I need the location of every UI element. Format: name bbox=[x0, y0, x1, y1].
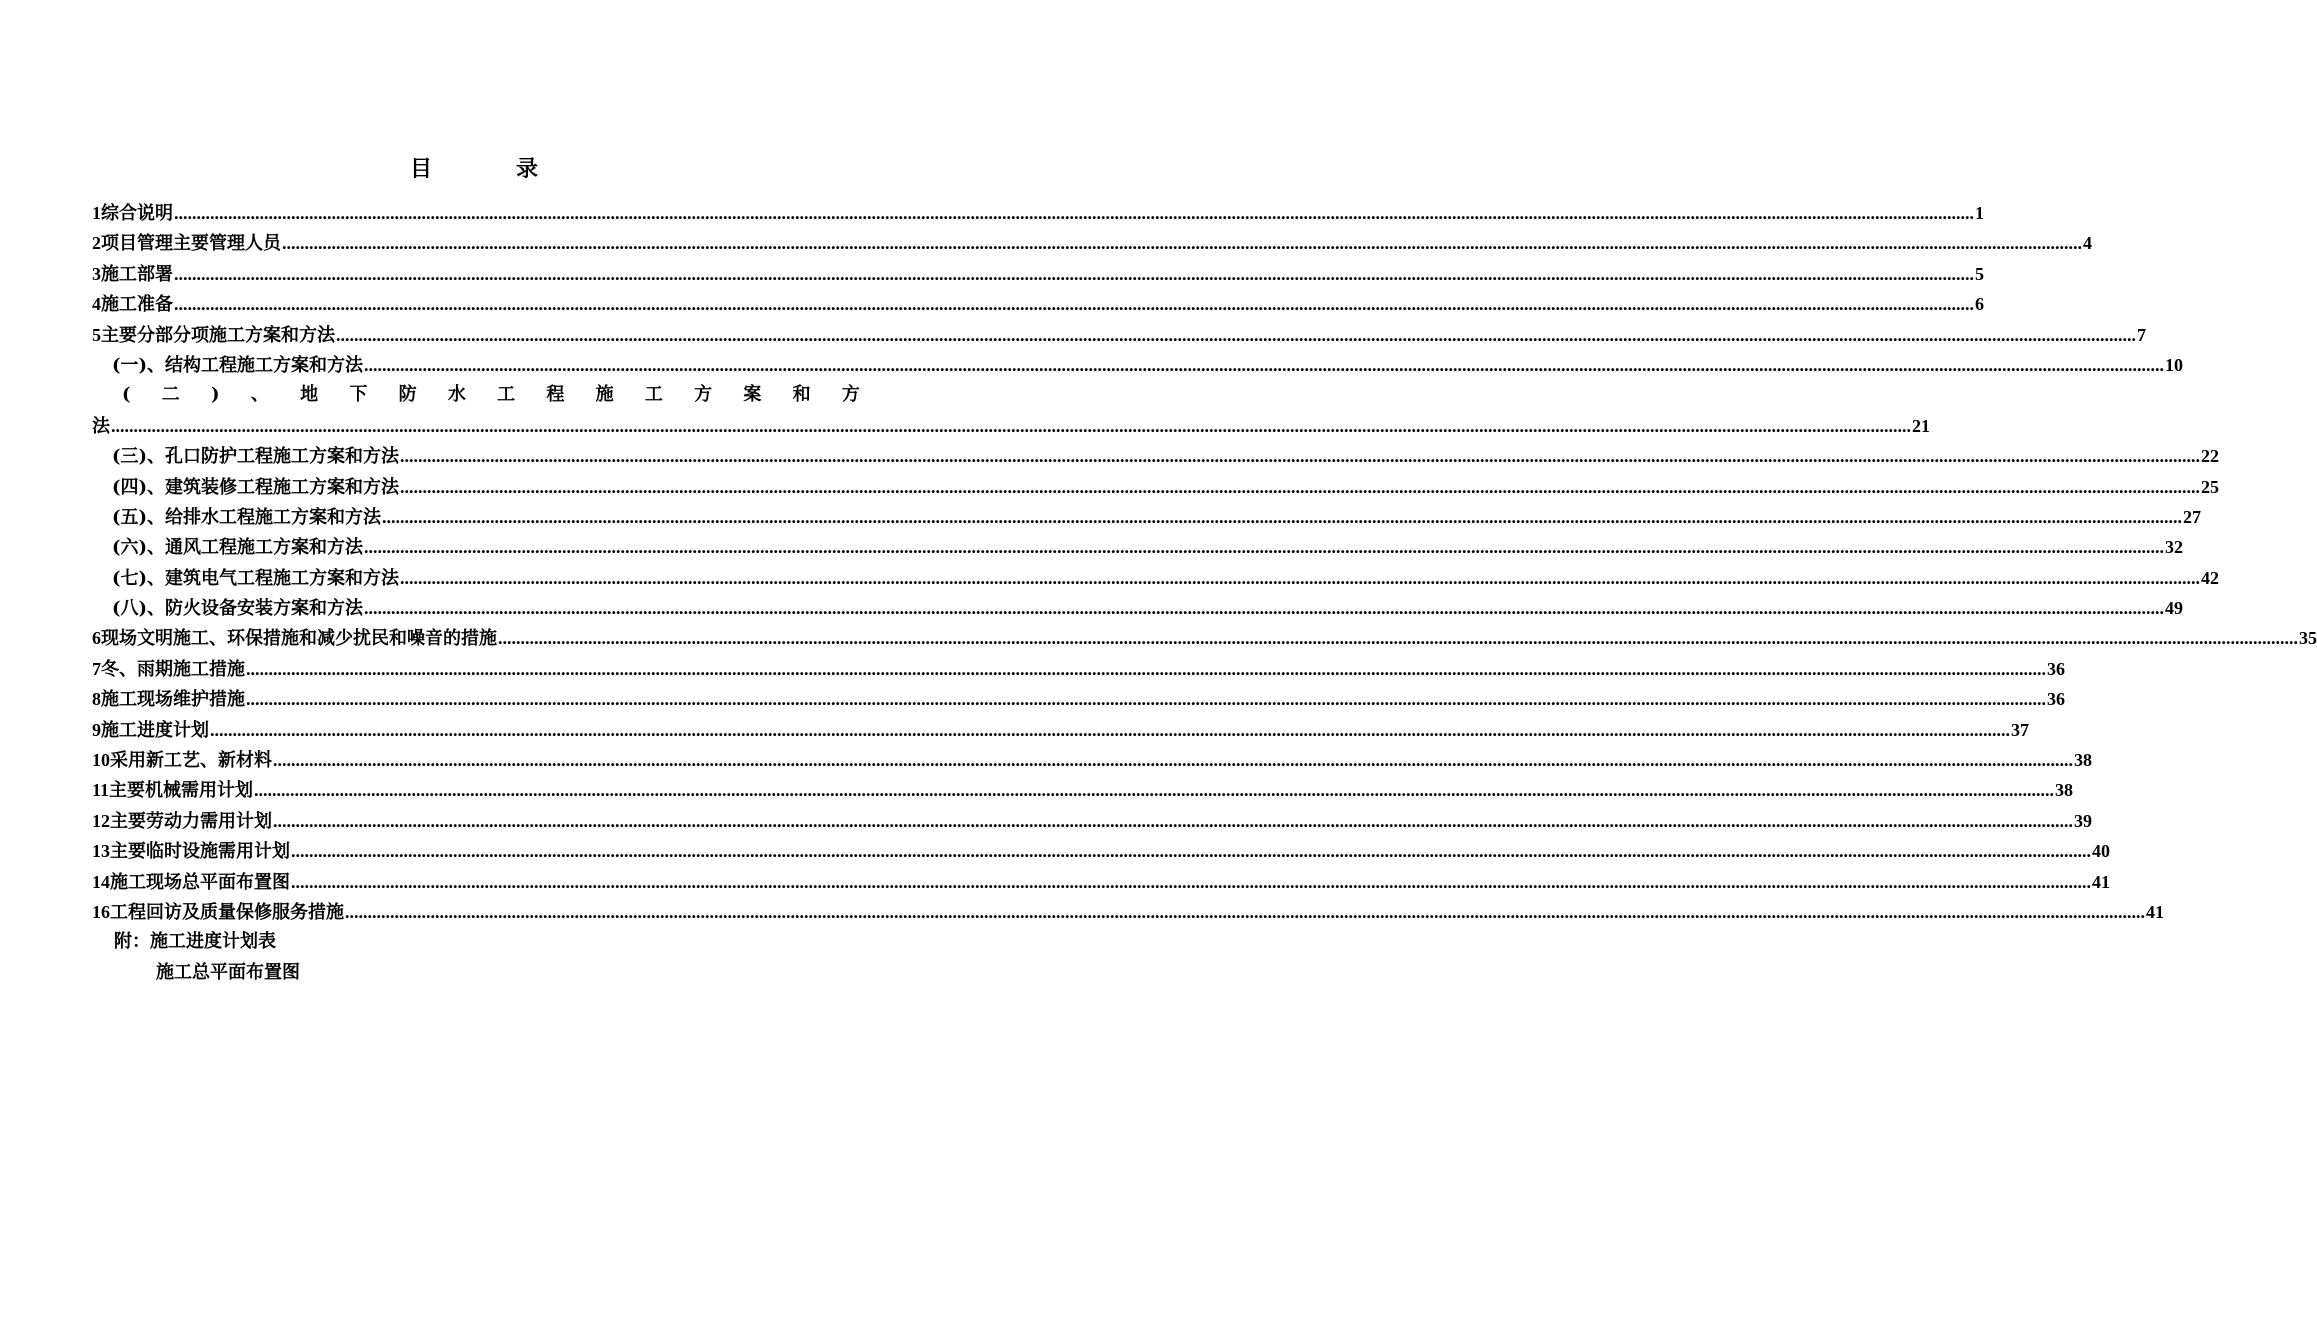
toc-subentry-2-continuation[interactable] bbox=[92, 411, 1930, 441]
spread-char: 工 bbox=[644, 384, 663, 406]
toc-leader-dots: ................................................................................................................................................................................................................................................................................................................................................................................................................ bbox=[210, 719, 2010, 740]
toc-subentry-3[interactable] bbox=[92, 441, 2220, 471]
toc-entry-number: 9 bbox=[92, 719, 101, 740]
toc-entry-12[interactable] bbox=[92, 806, 2092, 836]
toc-leader-dots: ................................................................................................................................................................................................................................................................................................................................................................................................................ bbox=[364, 598, 2165, 619]
toc-leader-dots: ................................................................................................................................................................................................................................................................................................................................................................................................................ bbox=[282, 233, 2082, 254]
spread-char: 地 bbox=[300, 384, 319, 406]
toc-entry-label: (八)、防火设备安装方案和方法 bbox=[112, 598, 364, 620]
spread-char: 下 bbox=[349, 384, 368, 406]
toc-entry-1[interactable] bbox=[92, 198, 1984, 228]
toc-entry-7[interactable] bbox=[92, 654, 2065, 684]
toc-entry-8[interactable] bbox=[92, 684, 2065, 714]
toc-leader-dots: ................................................................................................................................................................................................................................................................................................................................................................................................................ bbox=[174, 294, 1974, 315]
toc-entry-10[interactable] bbox=[92, 745, 2092, 775]
toc-leader-dots: ................................................................................................................................................................................................................................................................................................................................................................................................................ bbox=[364, 354, 2165, 375]
table-of-contents bbox=[92, 198, 2317, 988]
spread-char: ( bbox=[122, 384, 131, 406]
toc-entry-page: 36 bbox=[2047, 658, 2065, 679]
toc-subentry-4[interactable] bbox=[92, 472, 2220, 502]
toc-entry-page: 35 bbox=[2299, 628, 2317, 649]
spread-char: 施 bbox=[595, 384, 614, 406]
toc-entry-number: 2 bbox=[92, 233, 101, 254]
toc-leader-dots: ................................................................................................................................................................................................................................................................................................................................................................................................................ bbox=[400, 567, 2201, 588]
toc-entry-3[interactable] bbox=[92, 259, 1984, 289]
toc-entry-label: 主要机械需用计划 bbox=[109, 780, 254, 802]
toc-entry-page: 7 bbox=[2137, 324, 2146, 345]
toc-entry-page: 42 bbox=[2201, 567, 2220, 588]
toc-entry-label: 采用新工艺、新材料 bbox=[110, 750, 272, 772]
spread-char: 方 bbox=[694, 384, 713, 406]
appendix-schedule[interactable]: 附：施工进度计划表 bbox=[114, 931, 276, 953]
toc-title bbox=[0, 152, 950, 183]
toc-entry-page: 41 bbox=[2146, 901, 2164, 922]
toc-entry-number: 5 bbox=[92, 324, 101, 345]
toc-entry-page: 38 bbox=[2055, 780, 2074, 801]
spread-char: ) bbox=[211, 384, 220, 406]
toc-entry-number: 14 bbox=[92, 871, 110, 892]
toc-entry-label: 冬、雨期施工措施 bbox=[101, 658, 245, 680]
toc-entry-number: 13 bbox=[92, 841, 110, 862]
toc-entry-number: 16 bbox=[92, 901, 110, 922]
toc-entry-page: 25 bbox=[2201, 476, 2220, 497]
toc-leader-dots: ................................................................................................................................................................................................................................................................................................................................................................................................................ bbox=[336, 324, 2136, 345]
toc-entry-number: 6 bbox=[92, 628, 101, 649]
toc-entry-label: (一)、结构工程施工方案和方法 bbox=[112, 354, 364, 376]
spread-char: 方 bbox=[841, 384, 860, 406]
toc-entry-6[interactable] bbox=[92, 623, 2317, 653]
toc-entry-label: 主要劳动力需用计划 bbox=[110, 810, 272, 832]
toc-entry-14[interactable] bbox=[92, 867, 2110, 897]
toc-entry-label: 施工进度计划 bbox=[101, 719, 209, 741]
toc-entry-number: 3 bbox=[92, 263, 101, 284]
toc-entry-label: (三)、孔口防护工程施工方案和方法 bbox=[112, 446, 400, 468]
toc-subentry-8[interactable] bbox=[92, 593, 2184, 623]
toc-entry-label: 施工现场维护措施 bbox=[101, 689, 245, 711]
toc-subentry-2-spread[interactable] bbox=[92, 380, 860, 410]
toc-entry-label: (五)、给排水工程施工方案和方法 bbox=[112, 506, 382, 528]
toc-entry-page: 6 bbox=[1975, 294, 1984, 315]
toc-entry-page: 38 bbox=[2074, 750, 2092, 771]
toc-entry-page: 49 bbox=[2165, 598, 2184, 619]
toc-leader-dots: ................................................................................................................................................................................................................................................................................................................................................................................................................ bbox=[246, 658, 2046, 679]
toc-leader-dots: ................................................................................................................................................................................................................................................................................................................................................................................................................ bbox=[254, 780, 2055, 801]
toc-entry-4[interactable] bbox=[92, 289, 1984, 319]
appendix-site-plan[interactable]: 施工总平面布置图 bbox=[156, 961, 300, 983]
toc-entry-page: 39 bbox=[2074, 810, 2092, 831]
spread-char: 案 bbox=[743, 384, 762, 406]
toc-entry-page: 36 bbox=[2047, 689, 2065, 710]
toc-entry-page: 27 bbox=[2183, 506, 2202, 527]
spread-char: 水 bbox=[447, 384, 466, 406]
toc-entry-label: 施工准备 bbox=[101, 294, 173, 316]
toc-entry-9[interactable] bbox=[92, 715, 2029, 745]
spread-char: 程 bbox=[546, 384, 565, 406]
toc-entry-number: 4 bbox=[92, 294, 101, 315]
toc-entry-label: 主要分部分项施工方案和方法 bbox=[101, 324, 335, 346]
spread-char: 、 bbox=[250, 384, 269, 406]
toc-entry-number: 10 bbox=[92, 750, 110, 771]
toc-leader-dots: ................................................................................................................................................................................................................................................................................................................................................................................................................ bbox=[174, 203, 1974, 223]
toc-subentry-6[interactable] bbox=[92, 532, 2184, 562]
toc-entry-number: 7 bbox=[92, 658, 101, 679]
toc-entry-label: 综合说明 bbox=[101, 203, 173, 224]
toc-entry-label: (四)、建筑装修工程施工方案和方法 bbox=[112, 476, 400, 498]
toc-entry-page: 37 bbox=[2011, 719, 2029, 740]
toc-subentry-5[interactable] bbox=[92, 502, 2202, 532]
toc-title-left: 目 bbox=[409, 156, 434, 182]
toc-leader-dots: ................................................................................................................................................................................................................................................................................................................................................................................................................ bbox=[273, 810, 2073, 831]
spread-char: 工 bbox=[497, 384, 516, 406]
toc-entry-number: 1 bbox=[92, 203, 101, 223]
toc-leader-dots: ................................................................................................................................................................................................................................................................................................................................................................................................................ bbox=[246, 689, 2046, 710]
toc-entry-16[interactable] bbox=[92, 897, 2164, 927]
toc-entry-page: 41 bbox=[2092, 871, 2110, 892]
toc-entry-label: 施工现场总平面布置图 bbox=[110, 871, 290, 893]
toc-entry-label: 法 bbox=[92, 415, 110, 437]
toc-entry-label: 主要临时设施需用计划 bbox=[110, 841, 290, 863]
toc-entry-page: 21 bbox=[1912, 415, 1930, 436]
toc-entry-label: (七)、建筑电气工程施工方案和方法 bbox=[112, 567, 400, 589]
toc-entry-page: 4 bbox=[2083, 233, 2092, 254]
spread-char: 和 bbox=[792, 384, 811, 406]
toc-leader-dots: ................................................................................................................................................................................................................................................................................................................................................................................................................ bbox=[400, 476, 2201, 497]
toc-leader-dots: ................................................................................................................................................................................................................................................................................................................................................................................................................ bbox=[111, 415, 1911, 436]
toc-entry-page: 32 bbox=[2165, 537, 2184, 558]
toc-entry-label: (六)、通风工程施工方案和方法 bbox=[112, 537, 364, 559]
toc-leader-dots: ................................................................................................................................................................................................................................................................................................................................................................................................................ bbox=[174, 263, 1974, 284]
toc-entry-label: 现场文明施工、环保措施和减少扰民和噪音的措施 bbox=[101, 628, 497, 650]
toc-entry-page: 5 bbox=[1975, 263, 1984, 284]
toc-entry-11[interactable] bbox=[92, 775, 2074, 805]
toc-leader-dots: ................................................................................................................................................................................................................................................................................................................................................................................................................ bbox=[273, 750, 2073, 771]
toc-entry-page: 40 bbox=[2092, 841, 2110, 862]
toc-leader-dots: ................................................................................................................................................................................................................................................................................................................................................................................................................ bbox=[291, 841, 2091, 862]
toc-subentry-7[interactable] bbox=[92, 563, 2220, 593]
toc-entry-page: 1 bbox=[1975, 203, 1984, 223]
toc-leader-dots: ................................................................................................................................................................................................................................................................................................................................................................................................................ bbox=[291, 871, 2091, 892]
toc-title-right: 录 bbox=[516, 156, 541, 182]
spread-char: 二 bbox=[161, 384, 180, 406]
toc-entry-page: 22 bbox=[2201, 446, 2220, 467]
toc-entry-label: 项目管理主要管理人员 bbox=[101, 233, 281, 255]
toc-entry-number: 12 bbox=[92, 810, 110, 831]
toc-entry-label: 施工部署 bbox=[101, 263, 173, 285]
toc-entry-5[interactable] bbox=[92, 320, 2146, 350]
toc-leader-dots: ................................................................................................................................................................................................................................................................................................................................................................................................................ bbox=[364, 537, 2165, 558]
toc-entry-number: 11 bbox=[92, 780, 110, 801]
toc-leader-dots: ................................................................................................................................................................................................................................................................................................................................................................................................................ bbox=[382, 506, 2183, 527]
toc-leader-dots: ................................................................................................................................................................................................................................................................................................................................................................................................................ bbox=[345, 901, 2145, 922]
toc-entry-2[interactable] bbox=[92, 228, 2092, 258]
toc-leader-dots: ................................................................................................................................................................................................................................................................................................................................................................................................................ bbox=[400, 446, 2201, 467]
toc-leader-dots: ................................................................................................................................................................................................................................................................................................................................................................................................................ bbox=[498, 628, 2298, 649]
toc-entry-page: 10 bbox=[2165, 354, 2184, 375]
toc-entry-number: 8 bbox=[92, 689, 101, 710]
toc-entry-13[interactable] bbox=[92, 836, 2110, 866]
toc-entry-label: 工程回访及质量保修服务措施 bbox=[110, 901, 344, 923]
spread-char: 防 bbox=[398, 384, 417, 406]
toc-subentry-1[interactable] bbox=[92, 350, 2184, 380]
